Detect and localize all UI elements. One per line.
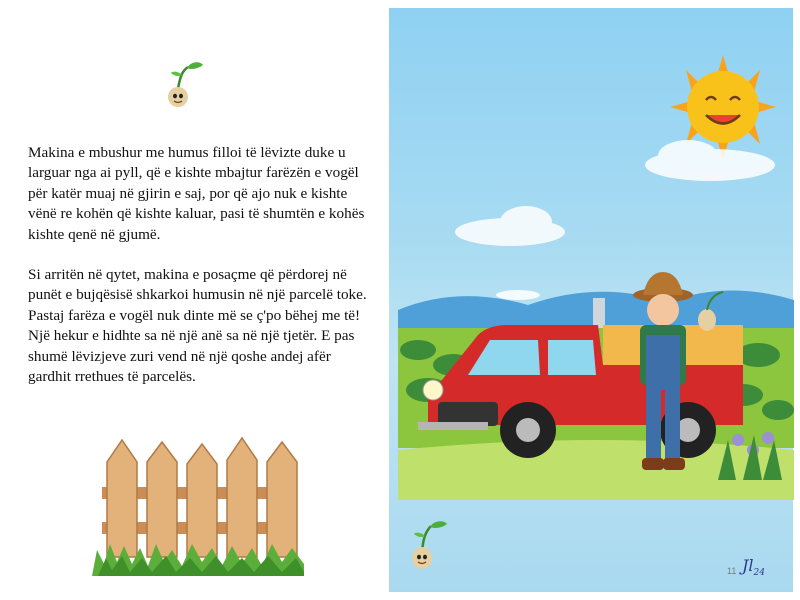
story-text <box>28 143 373 407</box>
farm-scene-illustration <box>398 10 794 500</box>
wooden-fence-illustration <box>92 432 304 576</box>
seed-sprout-icon <box>160 55 210 110</box>
seed-sprout-icon <box>405 512 453 572</box>
story-paragraph: Makina e mbushur me humus filloi të lëvizte duke u larguar nga ai pyll, që e kishte mbajtur farëzën e vogël për katër muaj në gjirin e saj, por që ajo nuk e kishte vënë re kohën që kishte kaluar, pasi të shumtën e kohës kishte qenë në gjumë. <box>28 144 365 243</box>
story-paragraph: Si arritën në qytet, makina e posaçme që përdorej në punët e bujqësisë shkarkoi humusin në një parcelë toke. Pastaj farëza e vogël nuk dinte më se ç'po bëhej me të! Një hekur e hidhte sa në një anë sa në një tjetër. E pas shumë lëvizjeve zuri vend në një qoshe andej afër gardhit rrethues të parcelës. <box>28 266 367 386</box>
author-signature <box>742 556 765 578</box>
signature-text: Jl <box>742 556 754 575</box>
signature-sub: 24 <box>753 568 765 579</box>
left-page <box>0 0 390 600</box>
page-number: 11 <box>727 566 737 576</box>
